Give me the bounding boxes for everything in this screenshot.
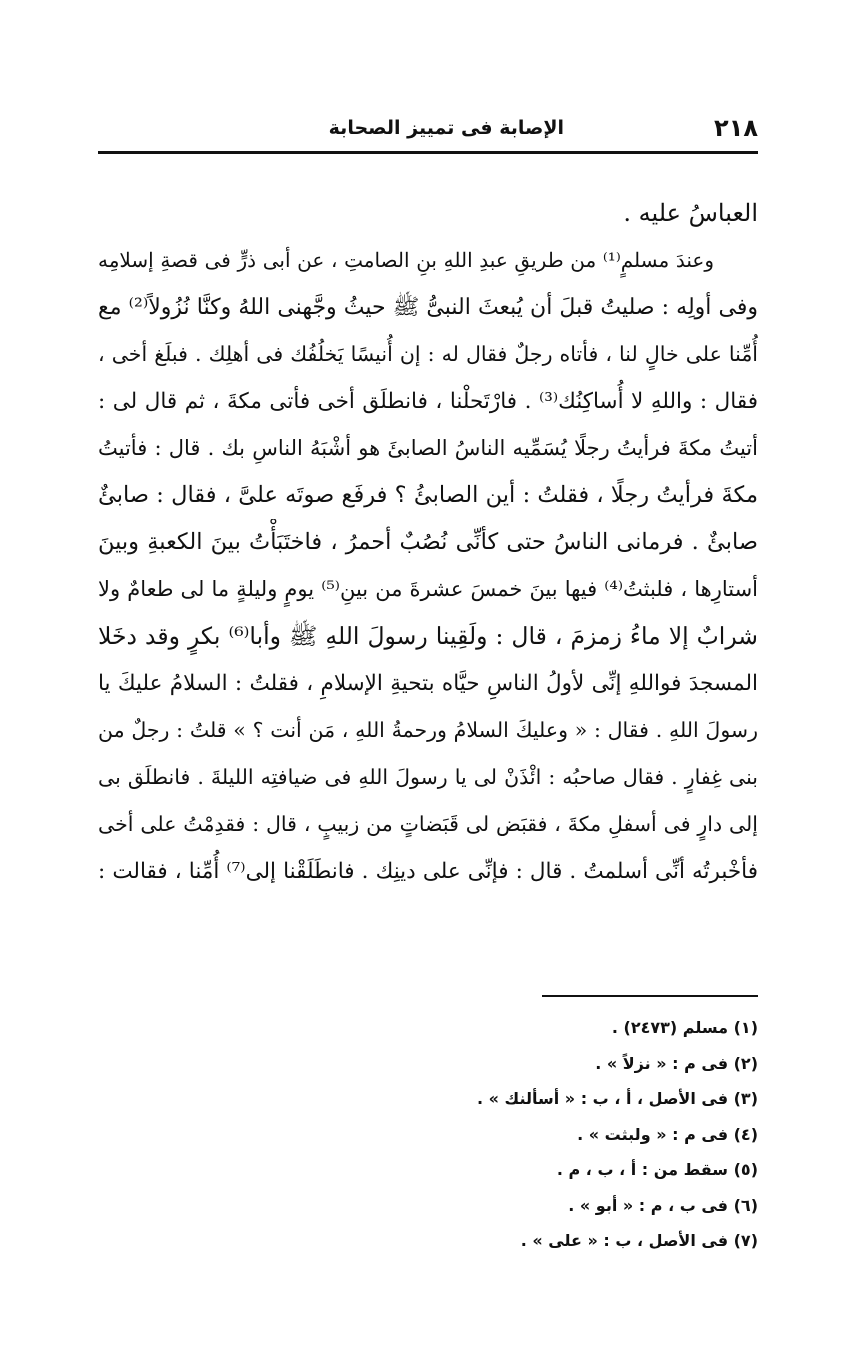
running-title: الإصابة فى تمييز الصحابة <box>328 117 565 139</box>
body-line: شرابٌ إلا ماءُ زمزمَ ، قال : ولَقِينا رسولَ اللهِ ﷺ وأبا⁽⁶⁾ بكرٍ وقد دخَلا <box>98 622 758 650</box>
footnote-rule <box>542 995 758 997</box>
body-line: أستارِها ، فلبثتُ⁽⁴⁾ فيها بينَ خمسَ عشرةَ من بينِ⁽⁵⁾ يومٍ وليلةٍ ما لى طعامٌ ولا <box>98 577 758 601</box>
footnote-1: (١) مسلم (٢٤٧٣) . <box>611 1018 758 1037</box>
body-line: رسولَ اللهِ . فقال : « وعليكَ السلامُ ورحمةُ اللهِ ، مَن أنت ؟ » قلتُ : رجلٌ من <box>98 718 758 742</box>
body-line: إلى دارٍ فى أسفلِ مكةَ ، فقبَض لى قَبَضاتٍ من زبيبٍ ، قال : فقدِمْتُ على أخى <box>98 812 758 836</box>
header-rule <box>98 151 758 154</box>
body-line: مكةَ فرأيتُ رجلًا ، فقلتُ : أين الصابئُ ؟ فرفَع صوتَه علىَّ ، فقال : صابئٌ <box>98 482 758 508</box>
page-number: ٢١٨ <box>714 114 758 142</box>
body-line: أتيتُ مكةَ فرأيتُ رجلًا يُسَمِّيه الناسُ الصابئَ هو أشْبَهُ الناسِ بك . قال : فأتيتُ <box>98 436 758 460</box>
footnote-7: (٧) فى الأصل ، ب : « على » . <box>520 1231 758 1250</box>
footnotes <box>98 1010 758 1259</box>
footnote-3: (٣) فى الأصل ، أ ، ب : « أسألنك » . <box>477 1089 758 1108</box>
page-header <box>98 108 758 148</box>
body-line: فقال : واللهِ لا أُساكِنُك⁽³⁾ . فارْتَحلْنا ، فانطلَق أخى فأتى مكةَ ، ثم قال لى : <box>98 389 758 414</box>
footnote-2: (٢) فى م : « نزلاً » . <box>595 1053 758 1073</box>
footnote-6: (٦) فى ب ، م : « أبو » . <box>568 1195 758 1215</box>
body-line: فأخْبرتُه أنِّى أسلمتُ . قال : فإنِّى على دينِك . فانطَلَقْنا إلى⁽⁷⁾ أُمِّنا ، فقالت : <box>98 859 758 884</box>
footnote-4: (٤) فى م : « ولبثت » . <box>577 1124 758 1144</box>
footnote-5: (٥) سقط من : أ ، ب ، م . <box>556 1160 758 1179</box>
body-line: صابئٌ . فرمانى الناسُ حتى كأنِّى نُصُبٌ أحمرُ ، فاختَبَأْتُ بينَ الكعبةِ وبينَ <box>98 529 758 555</box>
body-text <box>98 190 758 895</box>
body-line: وفى أولِه : صليتُ قبلَ أن يُبعثَ النبىُّ ﷺ حيثُ وجَّهنى اللهُ وكنَّا نُزُولاً⁽²⁾ مع <box>98 295 758 320</box>
body-line: أُمِّنا على خالٍ لنا ، فأتاه رجلٌ فقال له : إن أُنيسًا يَخلُفُك فى أهلِك . فبلَغ أخى ، <box>98 342 758 366</box>
body-line: العباسُ عليه . <box>623 199 758 227</box>
body-line: بنى غِفارٍ . فقال صاحبُه : ائْذَنْ لى يا رسولَ اللهِ فى ضيافتِه الليلةَ . فانطلَق بى <box>98 765 758 789</box>
body-line: وعندَ مسلمٍ⁽¹⁾ من طريقِ عبدِ اللهِ بنِ الصامتِ ، عن أبى ذرٍّ فى قصةِ إسلامِه <box>98 248 714 272</box>
body-line: المسجدَ فواللهِ إنِّى لأولُ الناسِ حيَّاه بتحيةِ الإسلامِ ، فقلتُ : السلامُ عليكَ يا <box>98 671 758 696</box>
